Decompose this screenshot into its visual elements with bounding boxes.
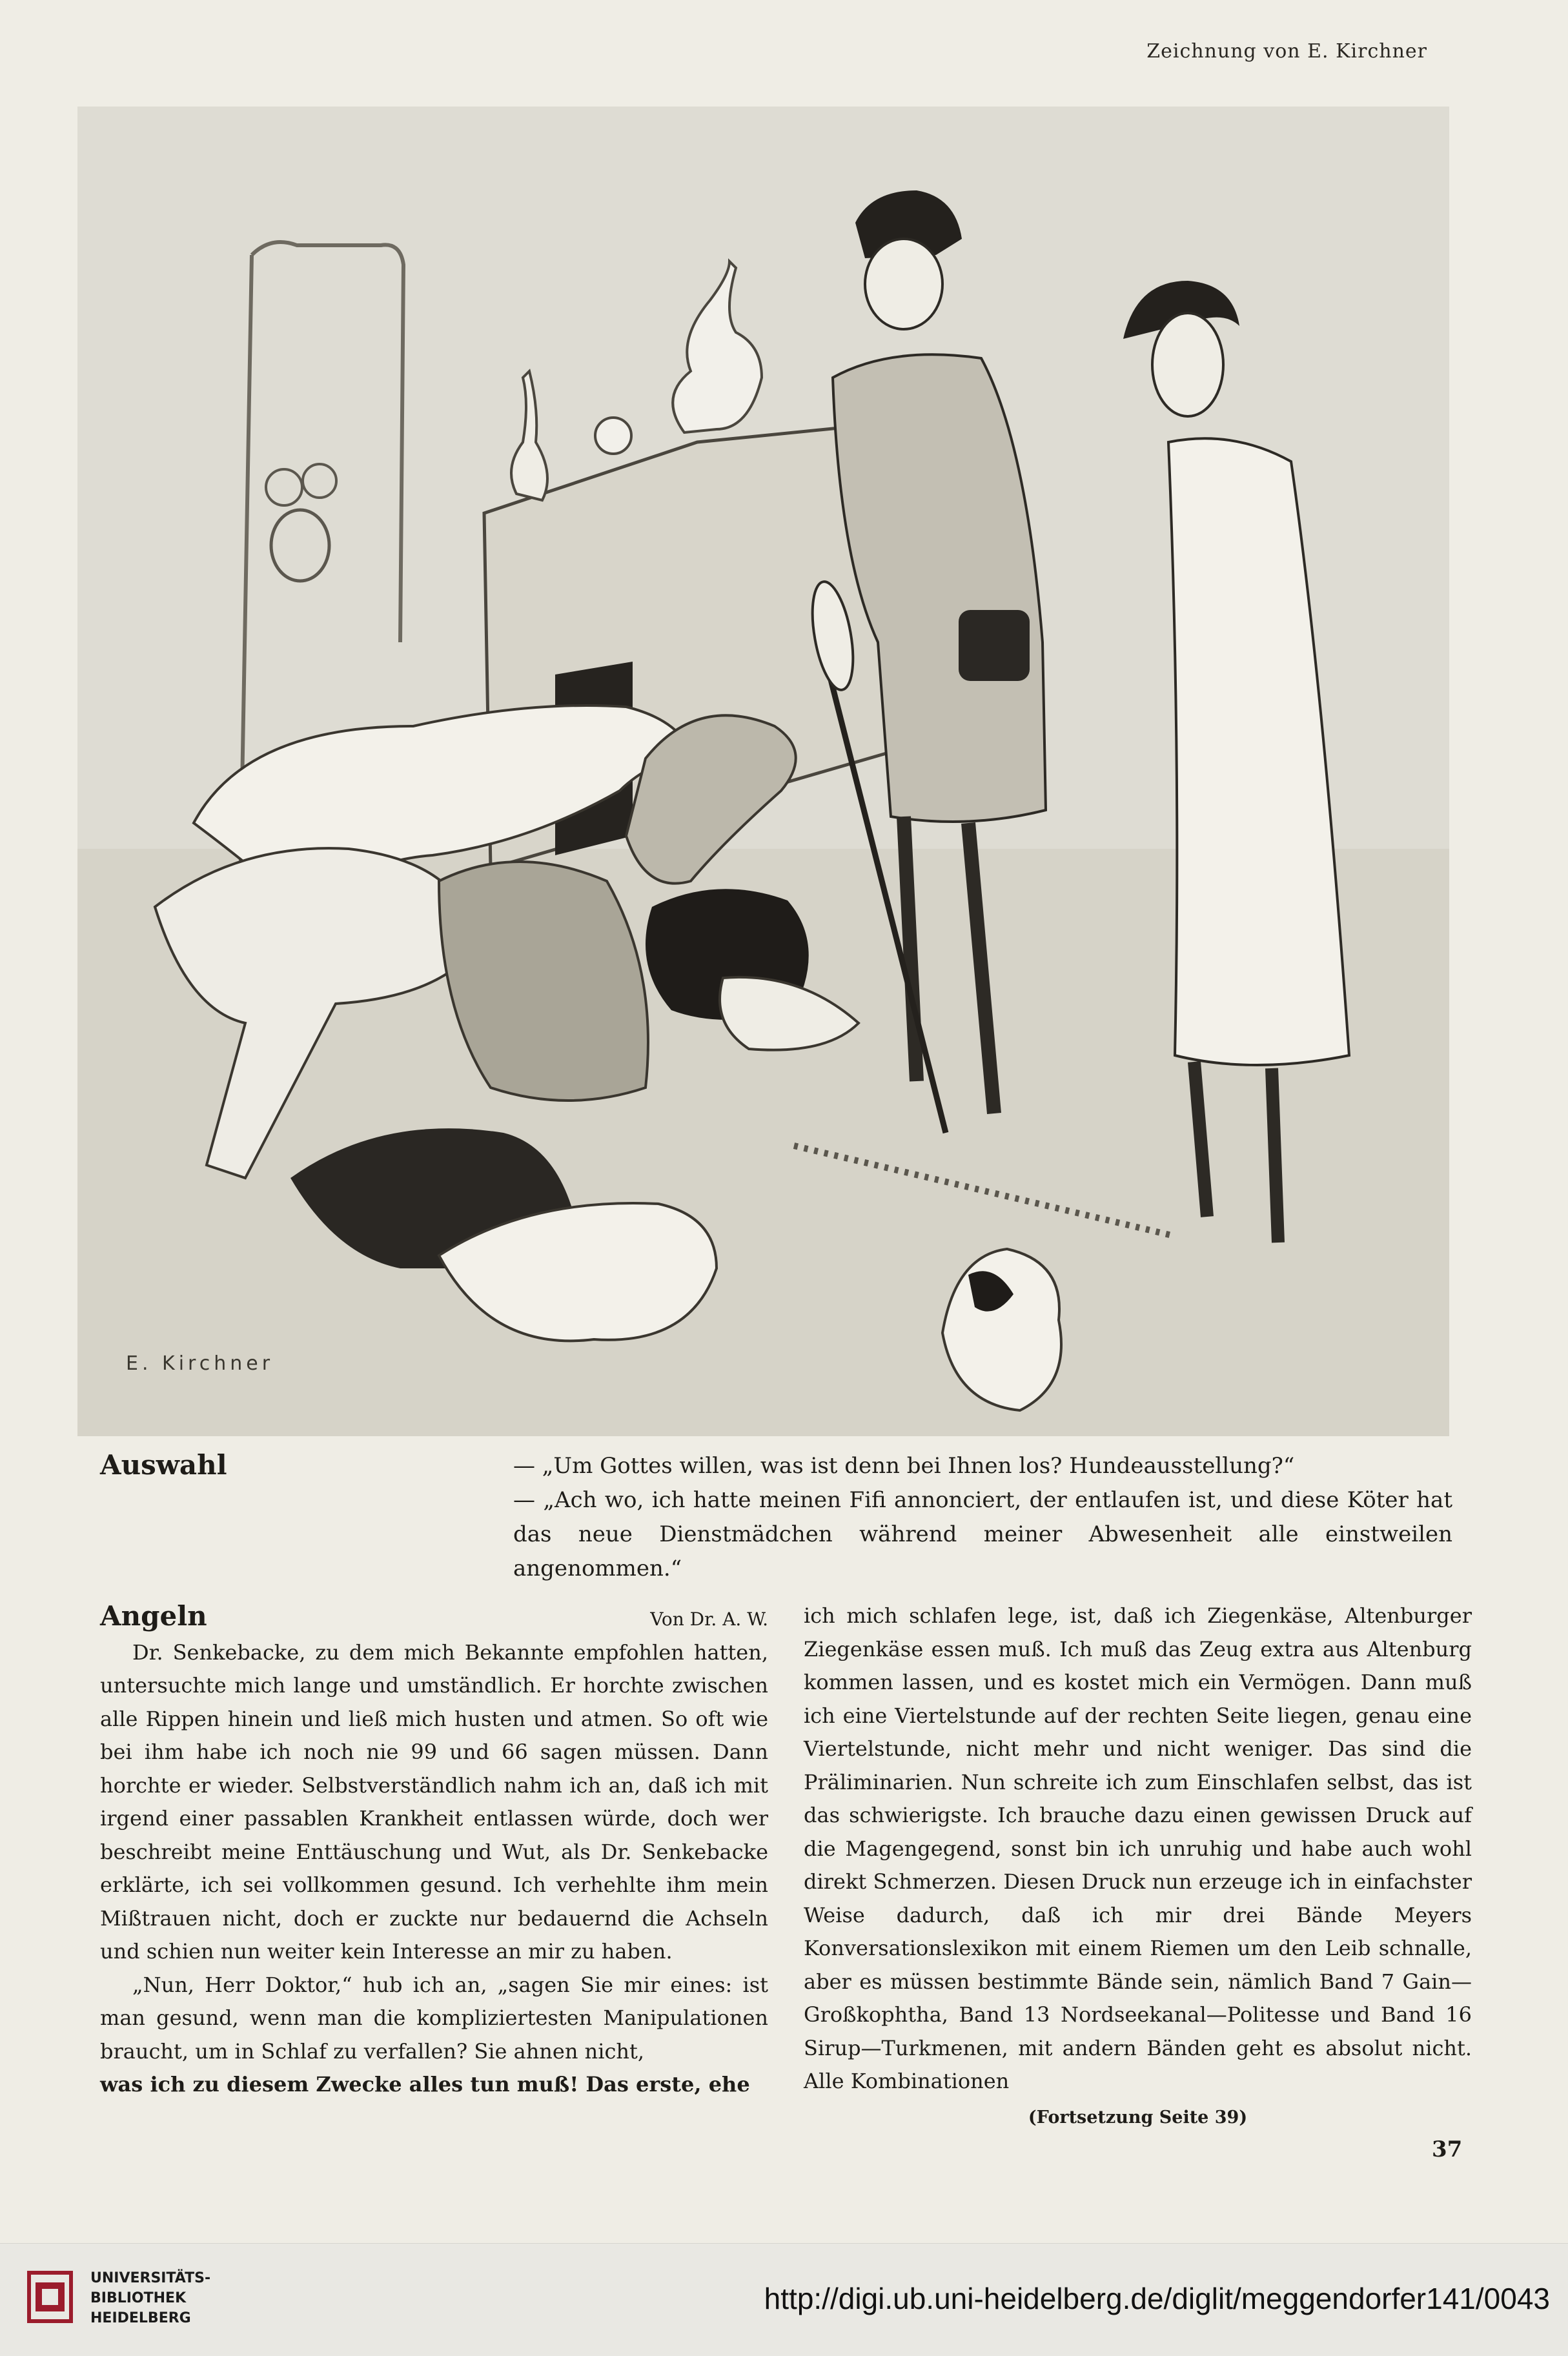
source-url[interactable]: http://digi.ub.uni-heidelberg.de/diglit/meggendorfer141/0043 xyxy=(764,2282,1550,2315)
article-paragraph-2-last-line: was ich zu diesem Zwecke alles tun muß! Das erste, ehe xyxy=(100,2072,750,2097)
caption-line-2: — „Ach wo, ich hatte meinen Fifi annonciert, der entlaufen ist, und diese Köter hat das neue Dienstmädchen während meiner Abwesenheit alle einstweilen angenommen.“ xyxy=(513,1487,1452,1581)
mantel-clock xyxy=(595,418,631,454)
cartoon-illustration xyxy=(77,107,1449,1436)
article-paragraph-2: „Nun, Herr Doktor,“ hub ich an, „sagen Sie mir eines: ist man gesund, wenn man die kompliziertesten Manipulationen braucht, um in Schlaf zu verfallen? Sie ahnen nicht, xyxy=(100,1972,768,2064)
article-column-left xyxy=(100,1599,768,2102)
illustration-credit: Zeichnung von E. Kirchner xyxy=(1146,40,1427,63)
flower-vase xyxy=(271,510,329,581)
continued-note: (Fortsetzung Seite 39) xyxy=(1028,2107,1248,2128)
goose-figurine xyxy=(511,371,547,500)
second-woman-coat xyxy=(1168,438,1349,1065)
bird-figurine xyxy=(673,261,762,432)
article-column-right xyxy=(804,1599,1472,2134)
library-name xyxy=(90,2268,210,2328)
artist-signature: E. Kirchner xyxy=(126,1352,274,1375)
caption-text xyxy=(497,1449,1452,1586)
second-woman-face xyxy=(1152,313,1223,416)
article-title: Angeln xyxy=(100,1600,207,1632)
caption-title: Auswahl xyxy=(100,1449,227,1481)
article-paragraph-1: Dr. Senkebacke, zu dem mich Bekannte empfohlen hatten, untersuchte mich lange und umständlich. Er horchte zwischen alle Rippen hinein und ließ mich husten und atmen. So oft wie bei ihm habe ich noch nie 99 und 66 sagen müssen. Dann horchte er wieder. Selbstverständlich nahm ich an, daß ich mit irgend einer passablen Krankheit entlassen würde, doch wer beschreibt meine Enttäuschung und Wut, als Dr. Senkebacke erklärte, ich sei vollkommen gesund. Ich verhehlte ihm mein Mißtrauen nicht, doch er zuckte nur bedauernd die Achseln und schien nun weiter kein Interesse an mir zu haben. xyxy=(100,1640,768,1964)
cartoon-drawing xyxy=(77,107,1449,1436)
library-name-line-2: BIBLIOTHEK xyxy=(90,2290,187,2306)
article-paragraph-3: ich mich schlafen lege, ist, daß ich Ziegenkäse, Altenburger Ziegenkäse essen muß. Ich muß das Zeug extra aus Altenburg kommen lassen, und es kostet mich ein Vermögen. Dann muß ich eine Viertelstunde auf der rechten Seite liegen, genau eine Viertelstunde, nicht mehr und nicht weniger. Das sind die Präliminarien. Nun schreite ich zum Einschlafen selbst, das ist das schwierigste. Ich brauche dazu einen gewissen Druck auf die Magengegend, sonst bin ich unruhig und habe auch wohl direkt Schmerzen. Diesen Druck nun erzeuge ich in einfachster Weise dadurch, daß ich mir drei Bände Meyers Konversationslexikon mit einem Riemen um den Leib schnalle, aber es müssen bestimmte Bände sein, nämlich Band 7 Gain—Großkophtha, Band 13 Nordseekanal—Politesse und Band 16 Sirup—Turkmenen, mit andern Bänden geht es absolut nicht. Alle Kombinationen xyxy=(804,1603,1472,2093)
handbag xyxy=(959,610,1030,681)
page-number: 37 xyxy=(1432,2137,1463,2162)
article-author: Von Dr. A. W. xyxy=(650,1609,768,1630)
woman-face xyxy=(865,239,942,329)
caption-line-1: — „Um Gottes willen, was ist denn bei Ihnen los? Hundeausstellung?“ xyxy=(513,1453,1295,1479)
library-name-line-3: HEIDELBERG xyxy=(90,2310,191,2326)
library-name-line-1: UNIVERSITÄTS- xyxy=(90,2270,211,2286)
university-seal-icon xyxy=(26,2266,74,2328)
viewer-footer xyxy=(0,2243,1568,2356)
article-header xyxy=(100,1599,768,1636)
